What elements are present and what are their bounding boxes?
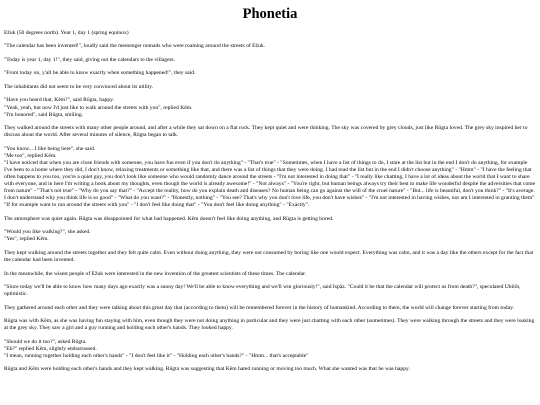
paragraph-line: "Eh?" replied Kēm, slightly embarrassed. xyxy=(4,345,97,352)
paragraph-line: "Yeah, yeah, but now I'd just like to walk around the streets with you", replied Kēm. xyxy=(4,104,193,111)
paragraph-line: In the meanwhile, the wisest people of Ežuk were interested in the new invention of the greatest scientists of these times. The calendar. xyxy=(4,270,307,277)
paragraph-line: "Me too", replied Kēm. xyxy=(4,152,57,159)
paragraph-line: They kept walking around the streets together and they felt quite calm. Even without doing anything, they were not consumed by boring like one would expect. Everything was calm, and it was a day like the others except for the fact that the calendar had been invented. xyxy=(4,249,534,264)
paragraph-line: "From today on, y'all be able to know exactly when something happened!", they said. xyxy=(4,70,196,77)
paragraph xyxy=(4,97,536,118)
paragraph-line: Ežuk (50 degrees north). Year 1, day 1 (spring equinox) xyxy=(4,30,129,36)
paragraph-line: "I mean, running together holding each other's hands" - "I don't feel like it" - "Holding each other's hands?" - "Hmm... that's acceptable" xyxy=(4,352,309,359)
paragraph-line: "I have noticed that when you are close friends with someone, you have fun even if you don't do anything" - "That's true" - "Sometimes, when I have a list of things to do, I stare at the list but in the end I don't do anything, for example I've been to a home where they did, I don't know, relaxing treatments or something like that, and there was a list of things that they were doing. I had read the list but in the end I didn't choose anything" - "Hmm" - "I have the feeling that often happens to you too, you're a quiet guy, you don't look like someone who would randomly dance around the streets - "I'm not interested in doing that" - "I really like chatting, I have a lot of ideas about the world that I want to share with everyone, and in here I'm writing a book about my thoughts, even though the world is already awesome!" - "Not always" - "You're right, but human beings always try their best to make life wonderful despite the adversities that come from nature" - "That's not true" - "Why do you say that?" - "Accept the reality, how do you explain death and diseases? No human being can go against the will of the cruel nature" - "But... life is beautiful, don't you think?" - "It's average. I don't understand why you think life is so good" - "What do you want?" - "Honestly, nothing" - "You see? That's why you don't love life, you don't have wishes" - "I'm not interested in having wishes, nor am I interested in granting them" "If for example want to run around the streets with you" - "I don't feel like doing that" - "You don't feel like doing anything" - "Exactly". xyxy=(4,159,536,209)
paragraph xyxy=(4,229,536,243)
paragraph-line: "Would you like walking?", she asked. xyxy=(4,229,91,236)
paragraph-line: "Since today we'll be able to know how many days ago exactly was a sunny day! We'll be able to know everything and we'll win gloriously!", said Ispāz. "Could it be that the calendar will protect us from death?", speculated Ubilōt, optimistic. xyxy=(4,284,521,298)
paragraph-line: Rūgta and Kēm were holding each other's hands and they kept walking. Rūgta was suggesting that Kēm hated running or moving too much. What she wanted was that he was happy. xyxy=(4,366,410,373)
paragraph xyxy=(4,84,536,91)
paragraph-line: They gathered around each other and they were talking about this great day that (according to them) will be remembered forever in the history of humankind. According to them, the world will change forever starting from today. xyxy=(4,304,514,311)
paragraph xyxy=(4,339,536,360)
paragraph xyxy=(4,43,536,50)
story-body xyxy=(4,30,536,373)
paragraph-line: They walked around the streets with many other people around, and after a while they sat down on a flat rock. They kept quiet and were thinking. The sky was covered by grey clouds, just like Rūgta loved. The grey sky inspired her to discuss about the world. After several minutes of silence, Rūgta began to talk. xyxy=(4,125,528,139)
paragraph xyxy=(4,70,536,77)
paragraph-line: "Today is year 1, day 1!", they said, giving out the calendars to the villagers. xyxy=(4,56,176,63)
paragraph-line: The atmosphere was quiet again. Rūgta was disappointed for what had happened. Kēm doesn't feel like doing anything, and Rūgta is getting bored. xyxy=(4,215,334,222)
paragraph xyxy=(4,146,536,210)
paragraph xyxy=(4,366,536,373)
paragraph-line: Rūgta was with Kēm, as she was having fun staying with him, even though they were not doing anything in particular and they were just chatting with each other (sometimes). They were walking through the streets and they were looking at the grey sky. They saw a girl and a guy running and holding each other's hands. They looked happy. xyxy=(4,318,535,332)
paragraph xyxy=(4,284,536,298)
paragraph xyxy=(4,125,536,139)
paragraph xyxy=(4,30,536,37)
paragraph-line: "The calendar has been invented!", loudly said the messenger nomads who were roaming around the streets of Ežuk. xyxy=(4,43,266,50)
page-title: Phonetia xyxy=(242,6,298,22)
paragraph xyxy=(4,216,536,223)
paragraph xyxy=(4,57,536,64)
paragraph-line: "Should we do it too?", asked Rūgta. xyxy=(4,338,87,345)
paragraph-line: "Have you heard that, Kēm?", said Rūgta, happy. xyxy=(4,97,114,104)
paragraph-line: "I'm honored", said Rūgta, smiling. xyxy=(4,111,84,118)
paragraph-line: The inhabitants did not seem to be very convinced about its utility. xyxy=(4,83,154,90)
paragraph xyxy=(4,271,536,278)
paragraph-line: "Yes", replied Kēm. xyxy=(4,236,49,243)
paragraph-line: "You know... I like being here", she said. xyxy=(4,145,96,152)
paragraph xyxy=(4,305,536,312)
paragraph xyxy=(4,250,536,264)
paragraph xyxy=(4,318,536,332)
